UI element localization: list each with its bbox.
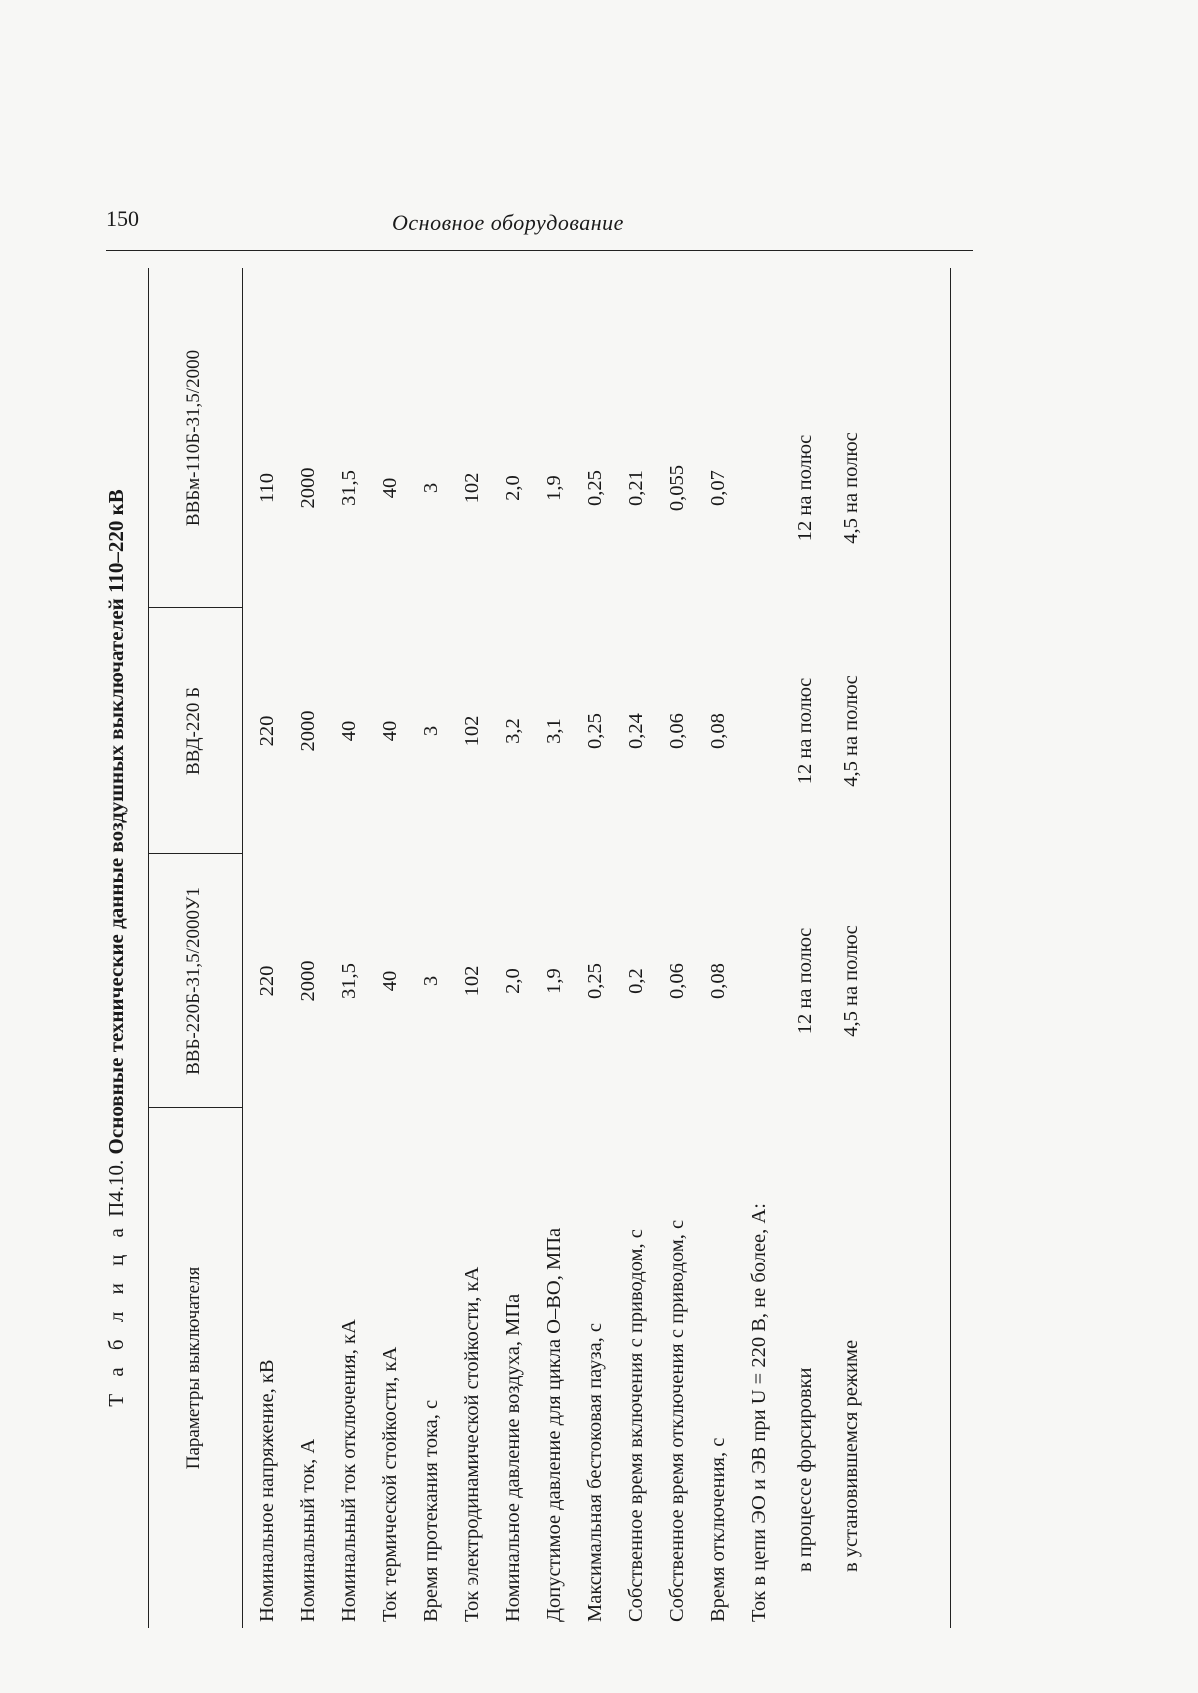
table-cell: 0,06 [666, 713, 688, 749]
table-caption [96, 268, 136, 1628]
table-cell: 3 [420, 482, 442, 494]
page-header [0, 0, 1198, 260]
col-head-vvbm-110b: ВВБм-110Б-31,5/2000 [183, 349, 204, 527]
table-cell: 220 [256, 965, 278, 997]
table-row-param: в установившемся режиме [840, 1339, 862, 1572]
caption-prefix: Т а б л и ц а [104, 1222, 128, 1407]
table-cell: 0,25 [584, 470, 606, 506]
table-head-rule [242, 268, 243, 1628]
table-cell: 0,2 [625, 968, 647, 994]
table-row-param: Максимальная бестоковая пауза, с [584, 1322, 606, 1622]
table-cell: 0,08 [707, 963, 729, 999]
table-top-rule [148, 268, 149, 1628]
table-row-param: Номинальное давление воздуха, МПа [502, 1293, 524, 1622]
table-row-param: Допустимое давление для цикла О–ВО, МПа [543, 1227, 565, 1622]
table-cell: 2000 [297, 960, 319, 1002]
table-cell: 110 [256, 473, 278, 503]
table-cell: 0,055 [666, 464, 688, 512]
table-row-param: Номинальное напряжение, кВ [256, 1359, 278, 1622]
running-title: Основное оборудование [392, 210, 624, 235]
table-cell: 102 [461, 965, 483, 997]
table-bottom-rule [950, 268, 951, 1628]
table-row-param: Время протекания тока, с [420, 1399, 442, 1622]
table-row-param: Ток в цепи ЭО и ЭВ при U = 220 В, не более, А: [748, 1203, 770, 1622]
table-cell: 2,0 [502, 475, 524, 501]
header-rule [106, 250, 973, 251]
table-cell: 3 [420, 975, 442, 987]
table-cell: 220 [256, 715, 278, 747]
table-cell: 12 на полюс [794, 677, 816, 785]
table-cell: 1,9 [543, 968, 565, 994]
caption-number: П4.10. [104, 1159, 128, 1217]
table-cell: 0,25 [584, 713, 606, 749]
table-row-param: Ток термической стойкости, кА [379, 1346, 401, 1622]
table-cell: 0,07 [707, 470, 729, 506]
table-row-param: Собственное время включения с приводом, с [625, 1229, 647, 1622]
table-cell: 0,06 [666, 963, 688, 999]
table-cell: 4,5 на полюс [840, 675, 862, 787]
table-row-param: в процессе форсировки [794, 1367, 816, 1572]
table-cell: 12 на полюс [794, 434, 816, 542]
page-number: 150 [106, 206, 139, 231]
col-head-vvd-220b: ВВД-220 Б [183, 686, 204, 776]
specs-table [148, 268, 968, 1628]
table-cell: 3 [420, 725, 442, 737]
table-cell: 12 на полюс [794, 927, 816, 1035]
table-row-param: Время отключения, с [707, 1437, 729, 1622]
table-cell: 4,5 на полюс [840, 432, 862, 544]
table-cell: 4,5 на полюс [840, 925, 862, 1037]
table-cell: 102 [461, 472, 483, 504]
table-cell: 102 [461, 715, 483, 747]
table-cell: 40 [379, 477, 401, 499]
table-cell: 2000 [297, 467, 319, 509]
table-row-param: Номинальный ток, А [297, 1438, 319, 1622]
table-cell: 3,2 [502, 718, 524, 744]
table-cell: 40 [338, 720, 360, 742]
table-row-param: Номинальный ток отключения, кА [338, 1319, 360, 1622]
table-cell: 3,1 [543, 718, 565, 744]
table-cell: 2,0 [502, 968, 524, 994]
table-cell: 0,21 [625, 470, 647, 506]
caption-title: Основные технические данные воздушных выключателей 110–220 кВ [104, 489, 128, 1155]
rotated-table-block [96, 268, 976, 1628]
col-head-vvb-220b: ВВБ-220Б-31,5/2000У1 [183, 887, 204, 1075]
table-cell: 40 [379, 720, 401, 742]
table-cell: 0,25 [584, 963, 606, 999]
table-cell: 0,08 [707, 713, 729, 749]
table-row-param: Ток электродинамической стойкости, кА [461, 1266, 483, 1622]
table-cell: 40 [379, 970, 401, 992]
table-cell: 0,24 [625, 713, 647, 749]
table-cell: 2000 [297, 710, 319, 752]
col-head-params: Параметры выключателя [183, 1266, 204, 1470]
table-cell: 31,5 [338, 470, 360, 506]
table-cell: 31,5 [338, 963, 360, 999]
table-row-param: Собственное время отключения с приводом, с [666, 1219, 688, 1622]
table-cell: 1,9 [543, 475, 565, 501]
